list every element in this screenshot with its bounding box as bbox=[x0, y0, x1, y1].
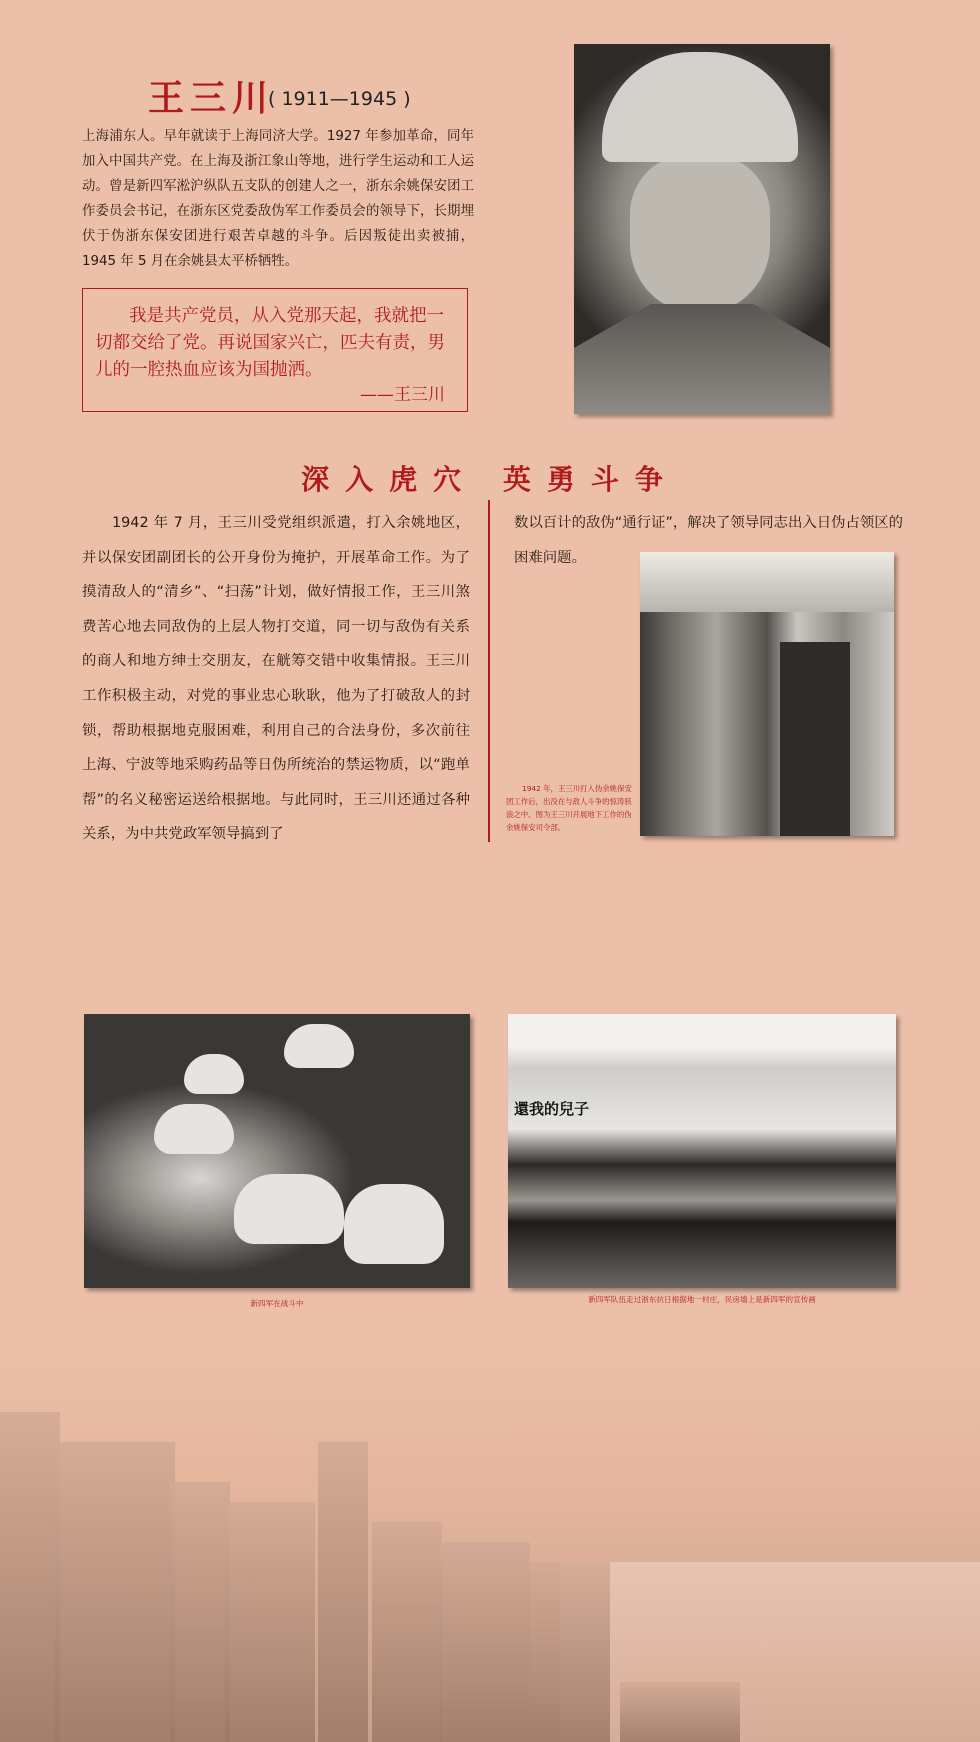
soldier-figure bbox=[344, 1184, 444, 1264]
building bbox=[0, 1412, 60, 1742]
gate-photo-caption: 1942 年，王三川打入伪余姚保安团工作后，出没在与敌人斗争的惊涛骇浪之中。图为王三川开展地下工作的伪余姚保安司令部。 bbox=[506, 784, 632, 832]
portrait-face bbox=[630, 154, 770, 314]
bund-skyline-backdrop bbox=[0, 1340, 980, 1742]
building bbox=[440, 1542, 530, 1742]
portrait-uniform bbox=[574, 304, 830, 414]
building bbox=[372, 1522, 442, 1742]
building bbox=[620, 1682, 740, 1742]
village-photo-caption: 新四军队伍走过浙东抗日根据地一村庄，民房墙上是新四军的宣传画 bbox=[588, 1295, 816, 1304]
building bbox=[170, 1482, 230, 1742]
battle-photo-caption: 新四军在战斗中 bbox=[250, 1299, 304, 1308]
quote-text: 我是共产党员，从入党那天起，我就把一切都交给了党。再说国家兴亡，匹夫有责，男儿的一腔热血应该为国抛洒。 bbox=[95, 306, 445, 380]
wall-slogan: 還我的兒子 bbox=[514, 1100, 590, 1118]
soldier-figure bbox=[184, 1054, 244, 1094]
building bbox=[55, 1442, 175, 1742]
biography-text: 上海浦东人。早年就读于上海同济大学。1927 年参加革命，同年加入中国共产党。在上海及浙江象山等地，进行学生运动和工人运动。曾是新四军淞沪纵队五支队的创建人之一，浙东余姚保安团工作委员会书记，在浙东区党委敌伪军工作委员会的领导下，长期埋伏于伪浙东保安团进行艰苦卓越的斗争。后因叛徒出卖被捕，1945 年 5 月在余姚县太平桥牺牲。 bbox=[82, 129, 474, 269]
building bbox=[225, 1502, 315, 1742]
building bbox=[530, 1562, 610, 1742]
person-name: 王三川 bbox=[148, 77, 275, 119]
headquarters-gate-photo bbox=[640, 552, 894, 836]
section-title: 深入虎穴 英勇斗争 bbox=[301, 463, 679, 496]
soldier-figure bbox=[284, 1024, 354, 1068]
soldier-figure bbox=[154, 1104, 234, 1154]
gate-door bbox=[780, 642, 850, 836]
soldier-figure bbox=[234, 1174, 344, 1244]
section-body-right: 数以百计的敌伪“通行证”，解决了领导同志出入日伪占领区的困难问题。 bbox=[514, 515, 904, 566]
section-body-left: 1942 年 7 月，王三川受党组织派遣，打入余姚地区，并以保安团副团长的公开身份为掩护，开展革命工作。为了摸清敌人的“清乡”、“扫荡”计划，做好情报工作，王三川煞费苦心地去同敌伪的上层人物打交道，同一切与敌伪有关系的商人和地方绅士交朋友，在觥筹交错中收集情报。王三川工作积极主动，对党的事业忠心耿耿，他为了打破敌人的封锁，帮助根据地克服困难，利用自己的合法身份，多次前往上海、宁波等地采购药品等日伪所统治的禁运物质，以“跑单帮”的名义秘密运送给根据地。与此同时，王三川还通过各种关系，为中共党政军领导搞到了 bbox=[82, 515, 470, 843]
life-years: ( 1911—1945 ) bbox=[268, 88, 411, 110]
village-march-photo bbox=[508, 1014, 896, 1288]
column-divider bbox=[488, 500, 490, 842]
gate-roof bbox=[640, 552, 894, 612]
portrait-photo bbox=[574, 44, 830, 414]
battle-photo bbox=[84, 1014, 470, 1288]
portrait-cap bbox=[602, 52, 798, 162]
building bbox=[318, 1442, 368, 1742]
quote-author: ——王三川 bbox=[360, 385, 445, 405]
quote-box bbox=[82, 288, 468, 412]
